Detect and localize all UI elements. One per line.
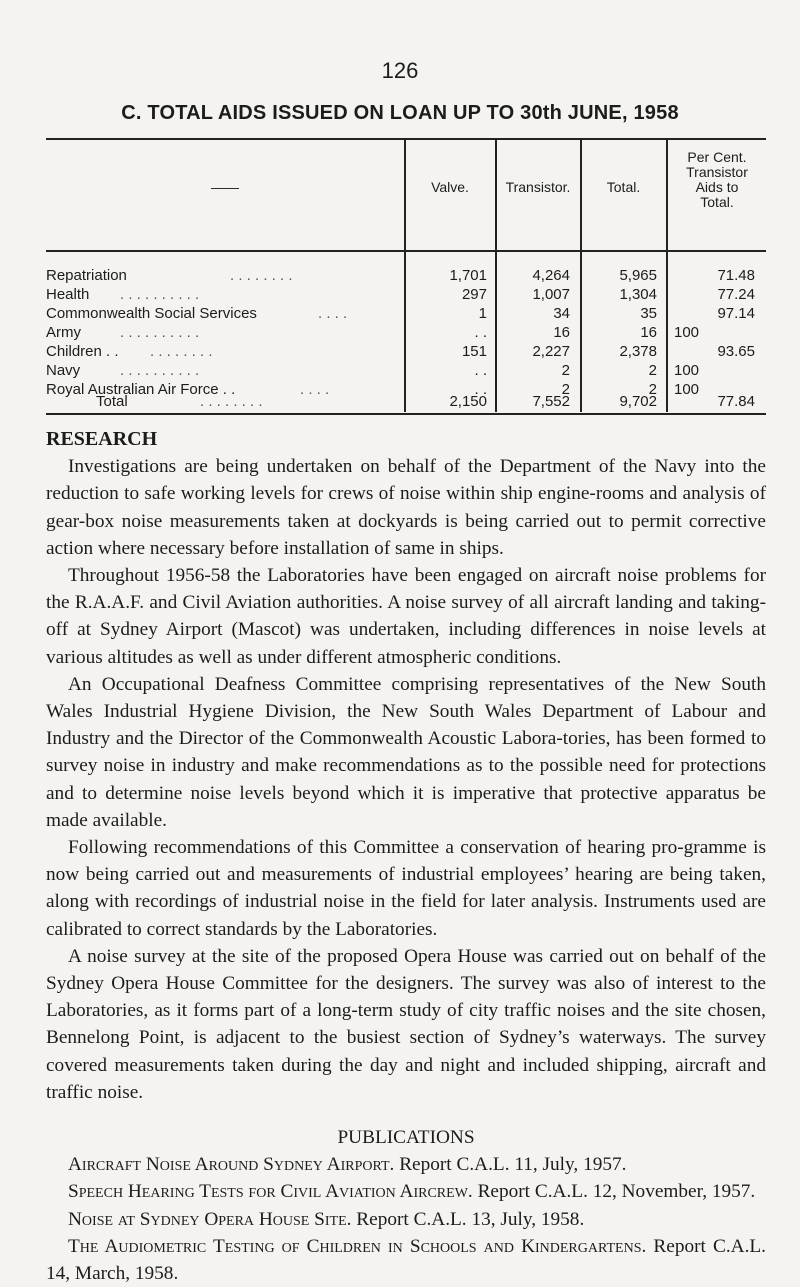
- row-label: Army: [46, 324, 81, 341]
- publication-ref: Report C.A.L. 12, November, 1957.: [477, 1181, 756, 1203]
- leader-dots: . . . . . . . . . .: [120, 286, 200, 303]
- publication-entry: [46, 1233, 766, 1287]
- research-paragraph: An Occupational Deafness Committee comprising representatives of the New South Wales Industrial Hygiene Division, the New South Wales Department of Labour and Industry and the Director of the Commonwealth Acoustic Labora-tories, has been formed to survey noise in industry and make recommendations as to the possible need for protections and to determine noise levels beyond which it is imperative that protective apparatus be made available.: [46, 673, 766, 831]
- total-value: 2: [648, 362, 657, 379]
- transistor-total: 7,552: [532, 393, 570, 410]
- research-heading: RESEARCH: [46, 428, 158, 450]
- row-label: Repatriation: [46, 267, 127, 284]
- row-label: Commonwealth Social Services: [46, 305, 257, 322]
- transistor-value: 2: [561, 381, 570, 398]
- valve-value: . .: [474, 362, 487, 379]
- total-value: 1,304: [619, 286, 657, 303]
- grand-total: 9,702: [619, 393, 657, 410]
- leader-dots: . . . . . . . .: [230, 267, 293, 284]
- research-paragraph: Following recommendations of this Committee a conservation of hearing pro-gramme is now being carried out and measurements of industrial employees’ hearing are being taken, along with recordings of industrial noise in the field for later analysis. Instruments used are calibrated to correct standards by the Laboratories.: [46, 837, 766, 940]
- table-title: C. TOTAL AIDS ISSUED ON LOAN UP TO 30th JUNE, 1958: [121, 102, 679, 124]
- page-number: 126: [381, 58, 419, 83]
- table-header-rule: [46, 250, 766, 252]
- header-category: ——: [211, 179, 239, 195]
- total-value: 35: [640, 305, 657, 322]
- publication-entry: [46, 1178, 766, 1205]
- header-percent-line: Aids to: [695, 179, 739, 195]
- percent-value: 100: [674, 381, 700, 398]
- valve-value: . .: [474, 381, 487, 398]
- research-paragraph: Throughout 1956-58 the Laboratories have been engaged on aircraft noise problems for the R.A.A.F. and Civil Aviation authorities. A noise survey of all aircraft landing and taking-off at Sydney Airport (Mascot) was undertaken, including differences in noise levels at various altitudes as well as under different atmospheric conditions.: [46, 565, 766, 668]
- research-paragraph: A noise survey at the site of the proposed Opera House was carried out on behalf of the Sydney Opera House Committee for the designers. The survey was also of interest to the Laboratories, as it forms part of a long-term study of city traffic noises and the site chosen, Bennelong Point, is adjacent to the busiest section of Sydney’s waterways. The survey covered measurements taken during the day and night and included shipping, aircraft and traffic noise.: [46, 945, 766, 1103]
- header-percent-line: Per Cent.: [687, 149, 747, 165]
- leader-dots: . . . . . . . . . .: [120, 362, 200, 379]
- transistor-value: 4,264: [532, 267, 570, 284]
- percent-value: 77.24: [717, 286, 755, 303]
- header-percent-line: Total.: [700, 194, 734, 210]
- publication-title: Aircraft Noise Around Sydney Airport.: [68, 1154, 395, 1176]
- total-value: 16: [640, 324, 657, 341]
- row-label: Navy: [46, 362, 81, 379]
- publication-entry: [46, 1206, 766, 1233]
- publication-ref: Report C.A.L. 11, July, 1957.: [399, 1154, 627, 1176]
- leader-dots: . . . . . . . . . .: [120, 324, 200, 341]
- publication-title: Speech Hearing Tests for Civil Aviation Aircrew.: [68, 1181, 473, 1203]
- research-paragraph: Investigations are being undertaken on behalf of the Department of the Navy into the reduction to safe working levels for crews of noise within ship engine-rooms and analysis of gear-box noise measurements taken at dockyards is being carried out to permit corrective action where necessary before installation of same in ships.: [46, 456, 766, 559]
- publication-ref: Report C.A.L. 14, March, 1958.: [46, 1235, 766, 1285]
- row-label: Royal Australian Air Force . .: [46, 381, 236, 398]
- valve-value: 1,701: [449, 267, 487, 284]
- transistor-value: 2: [561, 362, 570, 379]
- valve-value: . .: [474, 324, 487, 341]
- leader-dots: . . . . . . . .: [200, 393, 263, 410]
- header-valve: Valve.: [431, 179, 469, 195]
- publication-title: The Audiometric Testing of Children in Schools and Kindergartens.: [68, 1235, 647, 1257]
- transistor-value: 16: [553, 324, 570, 341]
- header-percent: [667, 150, 767, 210]
- valve-value: 297: [461, 286, 487, 303]
- percent-value: 100: [674, 362, 700, 379]
- transistor-value: 34: [553, 305, 570, 322]
- percent-value: 97.14: [717, 305, 755, 322]
- research-section: [46, 426, 766, 1106]
- percent-value: 93.65: [717, 343, 755, 360]
- header-percent-line: Transistor: [686, 164, 748, 180]
- table-bottom-rule: [46, 413, 766, 415]
- total-value: 2: [648, 381, 657, 398]
- publications-section: [46, 1124, 766, 1287]
- total-value: 2,378: [619, 343, 657, 360]
- leader-dots: . . . .: [318, 305, 348, 322]
- percent-total: 77.84: [717, 393, 755, 410]
- row-label: Children . .: [46, 343, 119, 360]
- table-top-rule: [46, 138, 766, 140]
- total-value: 5,965: [619, 267, 657, 284]
- header-transistor: Transistor.: [505, 179, 571, 195]
- transistor-value: 2,227: [532, 343, 570, 360]
- valve-value: 151: [461, 343, 487, 360]
- row-label: Health: [46, 286, 90, 303]
- total-label: Total: [96, 393, 128, 410]
- percent-value: 71.48: [717, 267, 755, 284]
- transistor-value: 1,007: [532, 286, 570, 303]
- leader-dots: . . . . . . . .: [150, 343, 213, 360]
- publication-entry: [46, 1151, 766, 1178]
- publication-title: Noise at Sydney Opera House Site.: [68, 1208, 352, 1230]
- publications-heading: PUBLICATIONS: [337, 1127, 475, 1148]
- publication-ref: Report C.A.L. 13, July, 1958.: [356, 1208, 585, 1230]
- leader-dots: . . . .: [300, 381, 330, 398]
- valve-value: 1: [478, 305, 487, 322]
- percent-value: 100: [674, 324, 700, 341]
- valve-total: 2,150: [449, 393, 487, 410]
- aids-table: [0, 0, 800, 420]
- header-total: Total.: [606, 179, 641, 195]
